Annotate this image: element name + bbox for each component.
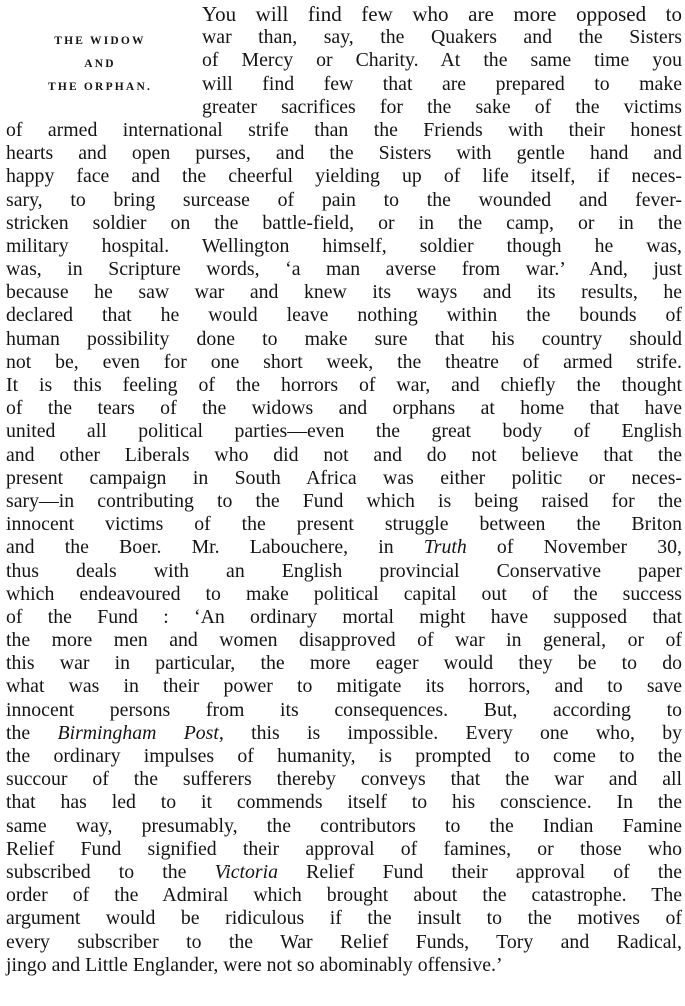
text-line: argument would be ridiculous if the insult to the motives of: [6, 907, 682, 930]
text-line: of Mercy or Charity. At the same time you: [202, 49, 682, 72]
text-fragment: the: [6, 721, 31, 744]
text-line: of armed international strife than the Friends with their honest: [6, 118, 682, 141]
text-line: thus deals with an English provincial Conservative paper: [6, 559, 682, 582]
text-line: that has led to it commends itself to his conscience. In the: [6, 791, 682, 814]
text-line: this war in particular, the more eager would they be to do: [6, 652, 682, 675]
text-line: which endeavoured to make political capital out of the success: [6, 582, 682, 605]
text-line: war than, say, the Quakers and the Sisters: [202, 26, 682, 49]
text-line: stricken soldier on the battle-field, or in the camp, or in the: [6, 211, 682, 234]
text-line: innocent victims of the present struggle between the Briton: [6, 513, 682, 536]
text-line: [6, 861, 682, 884]
text-fragment: subscribed to the: [6, 860, 187, 883]
text-line: same way, presumably, the contributors to the Indian Famine: [6, 814, 682, 837]
text-line: of the tears of the widows and orphans at home that have: [6, 397, 682, 420]
text-line: was, in Scripture words, ‘a man averse from war.’ And, just: [6, 258, 682, 281]
text-fragment: Relief Fund their approval of the: [278, 860, 683, 883]
text-line: will find few that are prepared to make: [202, 72, 682, 95]
text-line: order of the Admiral which brought about the catastrophe. The: [6, 884, 682, 907]
text-line: greater sacrifices for the sake of the victims: [202, 95, 682, 118]
text-line: the ordinary impulses of humanity, is prompted to come to the: [6, 745, 682, 767]
text-line: Relief Fund signified their approval of famines, or those who: [6, 837, 682, 860]
text-fragment: of November 30,: [466, 536, 682, 559]
text-line: of the Fund : ‘An ordinary mortal might have supposed that: [6, 605, 682, 628]
text-line: It is this feeling of the horrors of war, and chiefly the thought: [6, 374, 682, 396]
text-line: innocent persons from its consequences. But, according to: [6, 698, 682, 721]
text-line: not be, even for one short week, the theatre of armed strife.: [6, 350, 682, 373]
text-line: [6, 536, 682, 559]
text-line: the more men and women disapproved of war in general, or of: [6, 629, 682, 652]
heading-line-1: THE WIDOW: [54, 35, 146, 47]
publication-title: Birmingham Post: [57, 721, 219, 744]
text-line: human possibility done to make sure that his country should: [6, 327, 682, 350]
text-line: because he saw war and knew its ways and its results, he: [6, 281, 682, 304]
heading-line-2: AND: [84, 58, 116, 70]
text-line: [6, 722, 682, 745]
text-line: You will find few who are more opposed to: [202, 2, 682, 26]
text-line: military hospital. Wellington himself, soldier though he was,: [6, 234, 682, 257]
text-line: jingo and Little Englander, were not so abominably offensive.’: [6, 953, 503, 976]
heading-line-3: THE ORPHAN.: [47, 81, 153, 93]
text-line: what was in their power to mitigate its horrors, and to save: [6, 675, 682, 698]
text-line: sary, to bring surcease of pain to the wounded and fever-: [6, 188, 682, 211]
text-fragment: and the Boer. Mr. Labouchere, in: [6, 536, 394, 559]
text-line: and other Liberals who did not and do not believe that the: [6, 443, 682, 466]
text-line: declared that he would leave nothing within the bounds of: [6, 304, 682, 327]
article-body: [6, 3, 682, 977]
fund-name: Victoria: [214, 860, 278, 883]
text-line: hearts and open purses, and the Sisters with gentle hand and: [6, 142, 682, 165]
text-line: present campaign in South Africa was either politic or neces-: [6, 466, 682, 489]
text-line: sary—in contributing to the Fund which is being raised for the: [6, 489, 682, 512]
publication-title: Truth: [423, 536, 467, 559]
text-fragment: , this is impossible. Every one who, by: [218, 721, 682, 744]
text-line: happy face and the cheerful yielding up of life itself, if neces-: [6, 165, 682, 188]
text-line: every subscriber to the War Relief Funds, Tory and Radical,: [6, 930, 682, 953]
text-line: united all political parties—even the great body of English: [6, 420, 682, 443]
text-line: succour of the sufferers thereby conveys that the war and all: [6, 768, 682, 791]
